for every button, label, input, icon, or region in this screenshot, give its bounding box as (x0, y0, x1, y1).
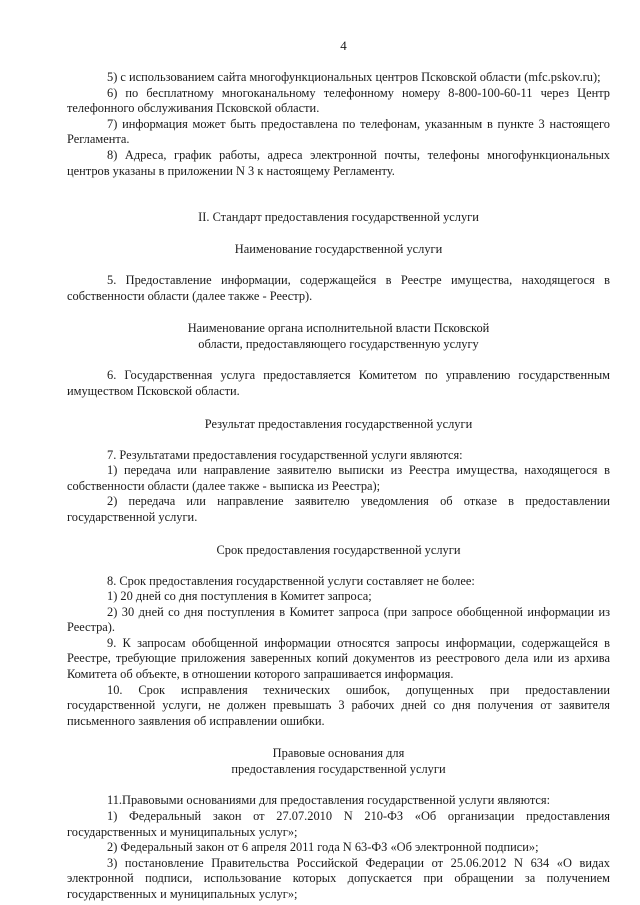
legal-item: 2) Федеральный закон от 6 апреля 2011 года N 63-ФЗ «Об электронной подписи»; (107, 840, 539, 855)
result-heading: Результат предоставления государственной услуги (204, 416, 473, 431)
term-item: 8. Срок предоставления государственной услуги составляет не более: (107, 573, 475, 588)
authority-heading-line2: области, предоставляющего государственную услугу (198, 337, 479, 352)
legal-heading-line1: Правовые основания для (272, 746, 405, 761)
legal-item: 1) Федеральный закон от 27.07.2010 N 210-ФЗ «Об организации предоставления государственных и муниципальных услуг»; (67, 809, 610, 839)
intro-item: 6) по бесплатному многоканальному телефонному номеру 8-800-100-60-11 через Центр телефонного обслуживания Псковской области. (67, 85, 610, 116)
legal-heading-line2: предоставления государственной услуги (231, 762, 446, 777)
legal-item: 11.Правовыми основаниями для предоставления государственной услуги являются: (107, 793, 551, 808)
result-item: 7. Результатами предоставления государственной услуги являются: (107, 447, 463, 462)
service-name-text: 5. Предоставление информации, содержащейся в Реестре имущества, находящегося в собственности области (далее также - Реестр). (67, 273, 610, 303)
term-item: 9. К запросам обобщенной информации относятся запросы информации, содержащейся в Реестре, требующие приложения заверенных копий документов из реестрового дела или из архива Комитета об объекте, в отношении которого запрашивается информация. (67, 635, 610, 682)
authority-text: 6. Государственная услуга предоставляется Комитетом по управлению государственным имуществом Псковской области. (67, 368, 610, 398)
page-number: 4 (340, 38, 347, 53)
intro-item: 8) Адреса, график работы, адреса электронной почты, телефоны многофункциональных центров указаны в приложении N 3 к настоящему Регламенту. (67, 147, 610, 178)
term-item: 10. Срок исправления технических ошибок, допущенных при предоставлении государственной услуги, не должен превышать 3 рабочих дней со дня получения от заявителя письменного заявления об исправлении ошибки. (67, 682, 610, 728)
intro-list (67, 70, 610, 179)
section-title: II. Стандарт предоставления государственной услуги (198, 210, 479, 225)
result-item: 2) передача или направление заявителю уведомления об отказе в предоставлении государственной услуги. (67, 494, 610, 524)
intro-item: 7) информация может быть предоставлена по телефонам, указанным в пункте 3 настоящего Регламента. (67, 116, 610, 147)
term-item: 2) 30 дней со дня поступления в Комитет запроса (при запросе обобщенной информации из Реестра). (67, 604, 610, 635)
authority-heading-line1: Наименование органа исполнительной власти Псковской (187, 321, 490, 336)
intro-item: 5) с использованием сайта многофункциональных центров Псковской области (mfc.pskov.ru); (107, 70, 601, 84)
term-heading: Срок предоставления государственной услуги (216, 542, 461, 557)
legal-item: 3) постановление Правительства Российской Федерации от 25.06.2012 N 634 «О видах электронной подписи, использование которых допускается при обращении за получением государственных и муниципальных услуг»; (67, 855, 610, 901)
term-item: 1) 20 дней со дня поступления в Комитет запроса; (107, 589, 372, 604)
service-name-heading: Наименование государственной услуги (234, 242, 443, 257)
result-item: 1) передача или направление заявителю выписки из Реестра имущества, находящегося в собственности области (далее также - выписка из Реестра); (67, 463, 610, 493)
